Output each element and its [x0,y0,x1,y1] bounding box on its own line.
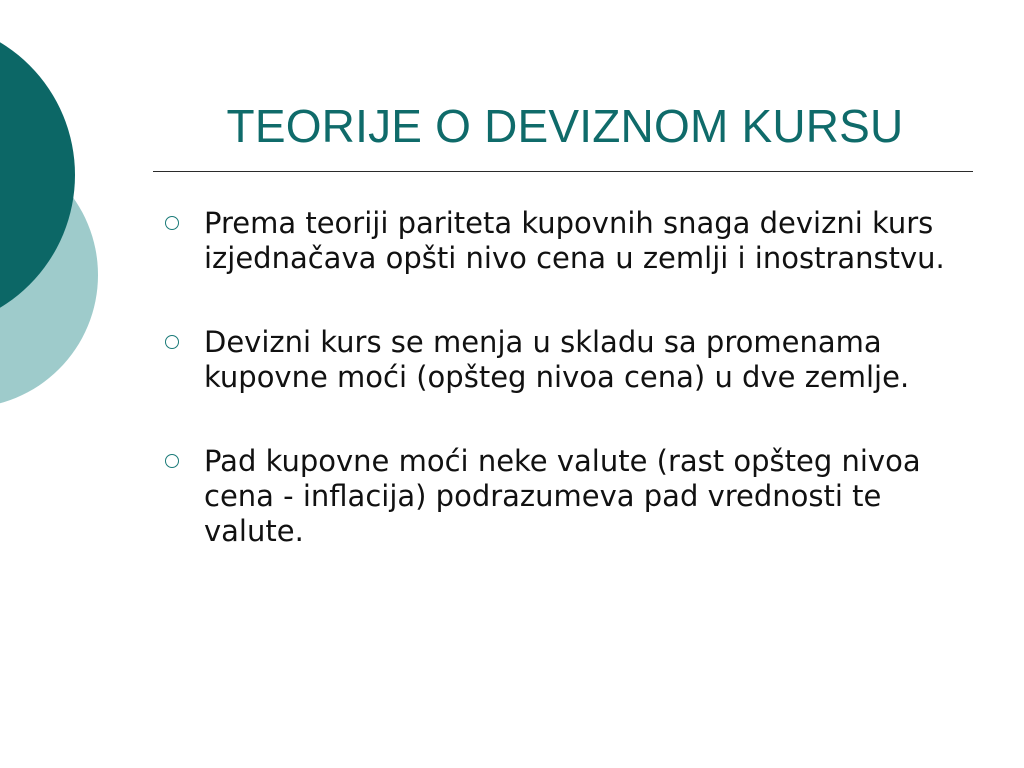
hollow-circle-bullet-icon [165,335,179,349]
decorative-circles [0,0,110,420]
hollow-circle-bullet-icon [165,454,179,468]
bullet-text: Prema teoriji pariteta kupovnih snaga devizni kurs izjednačava opšti nivo cena u zemlji i inostranstvu. [204,206,945,275]
bullet-text: Devizni kurs se menja u skladu sa promenama kupovne moći (opšteg nivoa cena) u dve zemlje. [204,325,910,394]
bullet-text: Pad kupovne moći neke valute (rast opšteg nivoa cena - inflacija) podrazumeva pad vrednosti te valute. [204,444,921,548]
hollow-circle-bullet-icon [165,216,179,230]
bullet-item [165,206,965,276]
bullet-item [165,325,965,395]
bullet-item [165,444,965,549]
bullet-list [165,206,965,598]
slide-title: TEORIJE O DEVIZNOM KURSU [226,100,904,152]
title-divider [153,171,973,172]
